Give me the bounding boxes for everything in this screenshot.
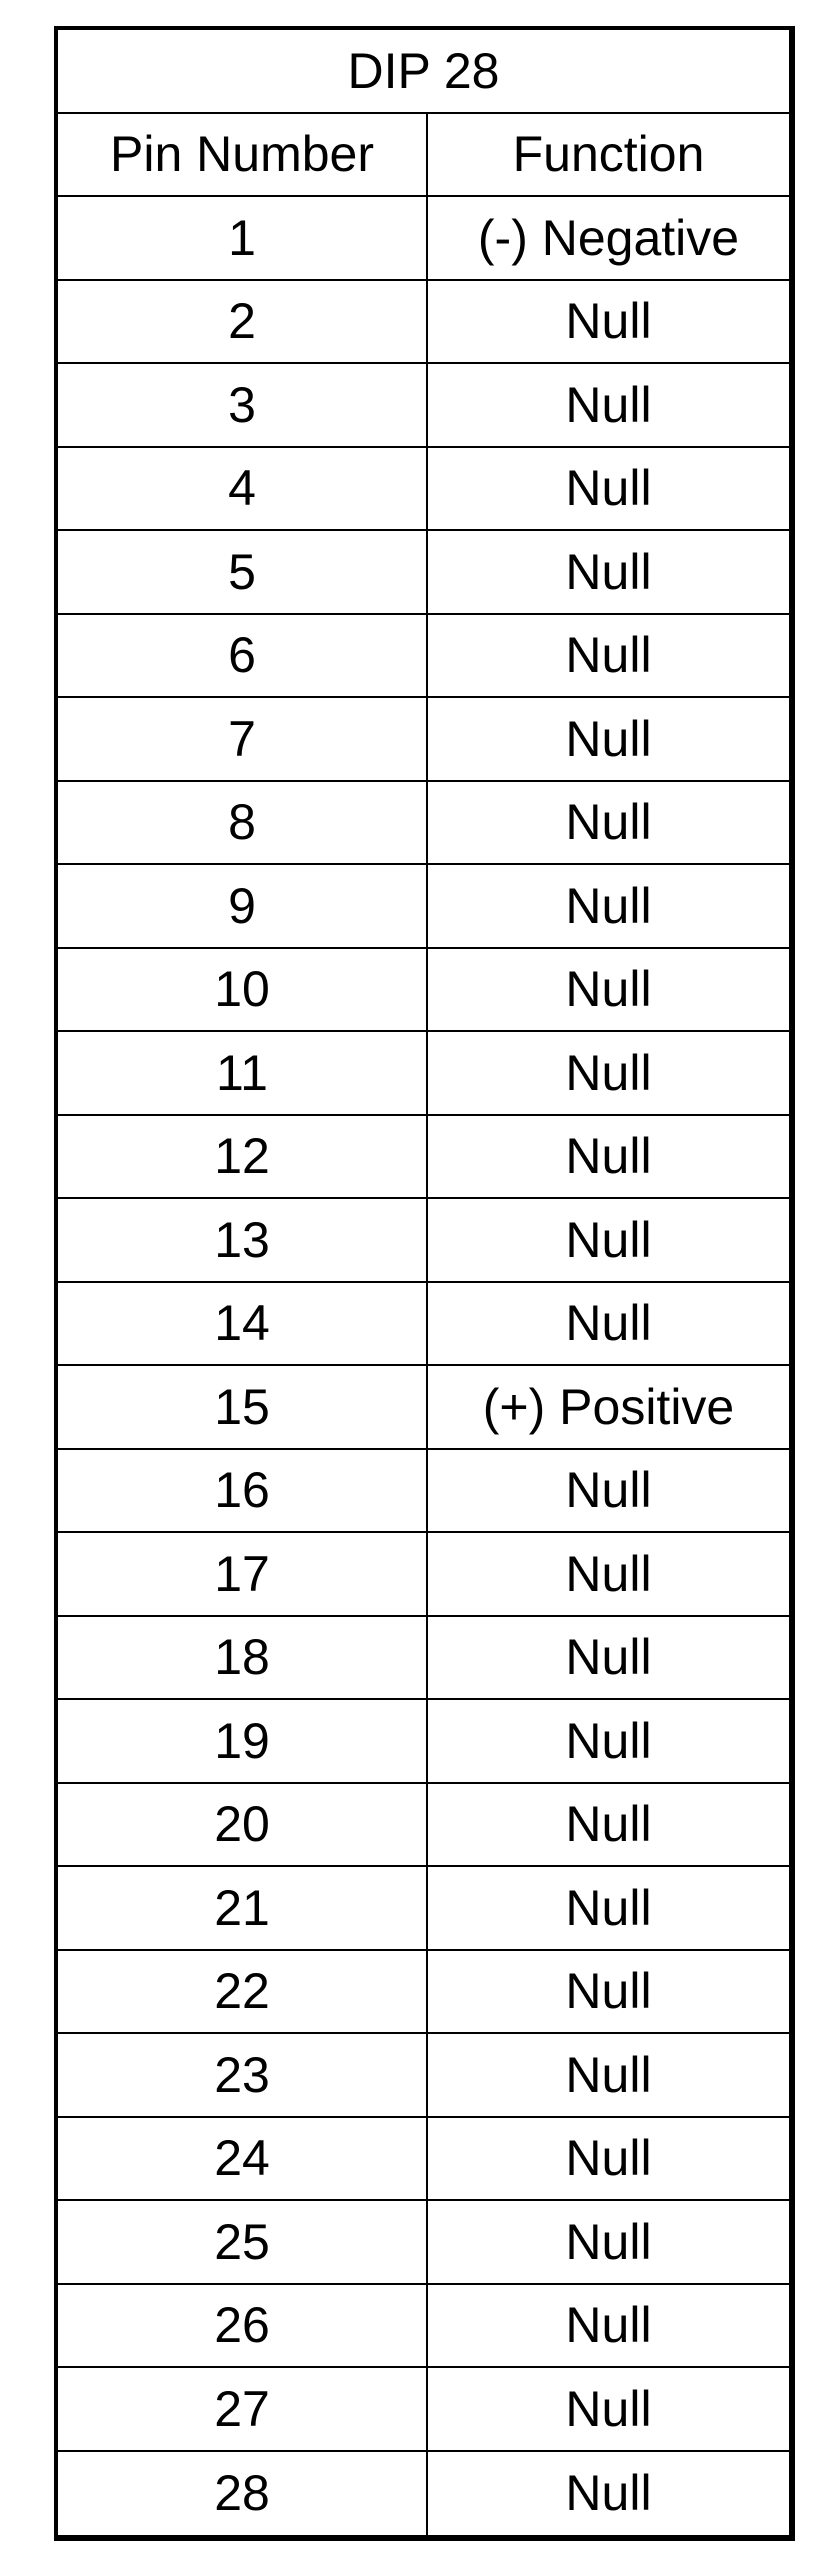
table-row xyxy=(58,1116,789,1200)
pin-number-cell: 7 xyxy=(58,698,428,780)
pin-number-cell: 14 xyxy=(58,1283,428,1365)
table-row xyxy=(58,1032,789,1116)
pin-number-cell: 10 xyxy=(58,949,428,1031)
table-row xyxy=(58,1283,789,1367)
pin-number-cell: 28 xyxy=(58,2452,428,2536)
pin-number-cell: 22 xyxy=(58,1951,428,2033)
table-row xyxy=(58,364,789,448)
table-row xyxy=(58,1199,789,1283)
pin-number-cell: 6 xyxy=(58,615,428,697)
function-cell: Null xyxy=(565,961,652,1018)
function-cell: (+) Positive xyxy=(482,1378,735,1435)
pin-number-cell: 13 xyxy=(58,1199,428,1281)
pin-number-cell: 12 xyxy=(58,1116,428,1198)
function-cell: Null xyxy=(565,543,652,600)
table-row xyxy=(58,1450,789,1534)
function-cell: Null xyxy=(565,794,652,851)
function-cell: Null xyxy=(565,1712,652,1769)
table-row xyxy=(58,698,789,782)
pin-number-cell: 9 xyxy=(58,865,428,947)
table-row xyxy=(58,2452,789,2536)
function-cell: Null xyxy=(565,1128,652,1185)
function-cell: Null xyxy=(565,1629,652,1686)
table-row xyxy=(58,1700,789,1784)
table-row xyxy=(58,1533,789,1617)
pin-table xyxy=(54,26,795,2541)
function-cell: Null xyxy=(565,1545,652,1602)
function-cell: Null xyxy=(565,710,652,767)
table-header-row xyxy=(58,114,789,198)
table-row xyxy=(58,615,789,699)
table-title: DIP 28 xyxy=(347,42,500,99)
table-row xyxy=(58,1784,789,1868)
table-row xyxy=(58,1617,789,1701)
header-function: Function xyxy=(512,126,705,183)
pin-number-cell: 11 xyxy=(58,1032,428,1114)
function-cell: Null xyxy=(565,2046,652,2103)
table-row xyxy=(58,197,789,281)
table-row xyxy=(58,1366,789,1450)
pin-number-cell: 4 xyxy=(58,448,428,530)
pin-number-cell: 25 xyxy=(58,2201,428,2283)
function-cell: (-) Negative xyxy=(477,209,740,266)
table-title-row xyxy=(58,30,789,114)
table-row xyxy=(58,531,789,615)
function-cell: Null xyxy=(565,877,652,934)
function-cell: Null xyxy=(565,1462,652,1519)
table-row xyxy=(58,865,789,949)
pin-number-cell: 26 xyxy=(58,2285,428,2367)
function-cell: Null xyxy=(565,2297,652,2354)
function-cell: Null xyxy=(565,1796,652,1853)
function-cell: Null xyxy=(565,2465,652,2522)
pin-number-cell: 3 xyxy=(58,364,428,446)
table-row xyxy=(58,1867,789,1951)
table-row xyxy=(58,448,789,532)
table-row xyxy=(58,2285,789,2369)
function-cell: Null xyxy=(565,460,652,517)
table-body xyxy=(58,197,789,2535)
pin-number-cell: 15 xyxy=(58,1366,428,1448)
pin-number-cell: 1 xyxy=(58,197,428,279)
pin-number-cell: 19 xyxy=(58,1700,428,1782)
function-cell: Null xyxy=(565,2213,652,2270)
table-row xyxy=(58,281,789,365)
pin-number-cell: 5 xyxy=(58,531,428,613)
table-row xyxy=(58,782,789,866)
header-pin-number: Pin Number xyxy=(58,114,428,196)
table-row xyxy=(58,2034,789,2118)
function-cell: Null xyxy=(565,1211,652,1268)
pin-number-cell: 24 xyxy=(58,2118,428,2200)
function-cell: Null xyxy=(565,1295,652,1352)
table-row xyxy=(58,2368,789,2452)
pin-number-cell: 21 xyxy=(58,1867,428,1949)
function-cell: Null xyxy=(565,627,652,684)
pin-number-cell: 23 xyxy=(58,2034,428,2116)
pin-number-cell: 27 xyxy=(58,2368,428,2450)
table-row xyxy=(58,1951,789,2035)
table-row xyxy=(58,2118,789,2202)
table-row xyxy=(58,2201,789,2285)
pin-number-cell: 18 xyxy=(58,1617,428,1699)
function-cell: Null xyxy=(565,2380,652,2437)
function-cell: Null xyxy=(565,1879,652,1936)
pin-number-cell: 2 xyxy=(58,281,428,363)
function-cell: Null xyxy=(565,293,652,350)
function-cell: Null xyxy=(565,1963,652,2020)
pin-number-cell: 8 xyxy=(58,782,428,864)
function-cell: Null xyxy=(565,2130,652,2187)
table-row xyxy=(58,949,789,1033)
pin-number-cell: 16 xyxy=(58,1450,428,1532)
function-cell: Null xyxy=(565,376,652,433)
function-cell: Null xyxy=(565,1044,652,1101)
pin-number-cell: 20 xyxy=(58,1784,428,1866)
pin-number-cell: 17 xyxy=(58,1533,428,1615)
